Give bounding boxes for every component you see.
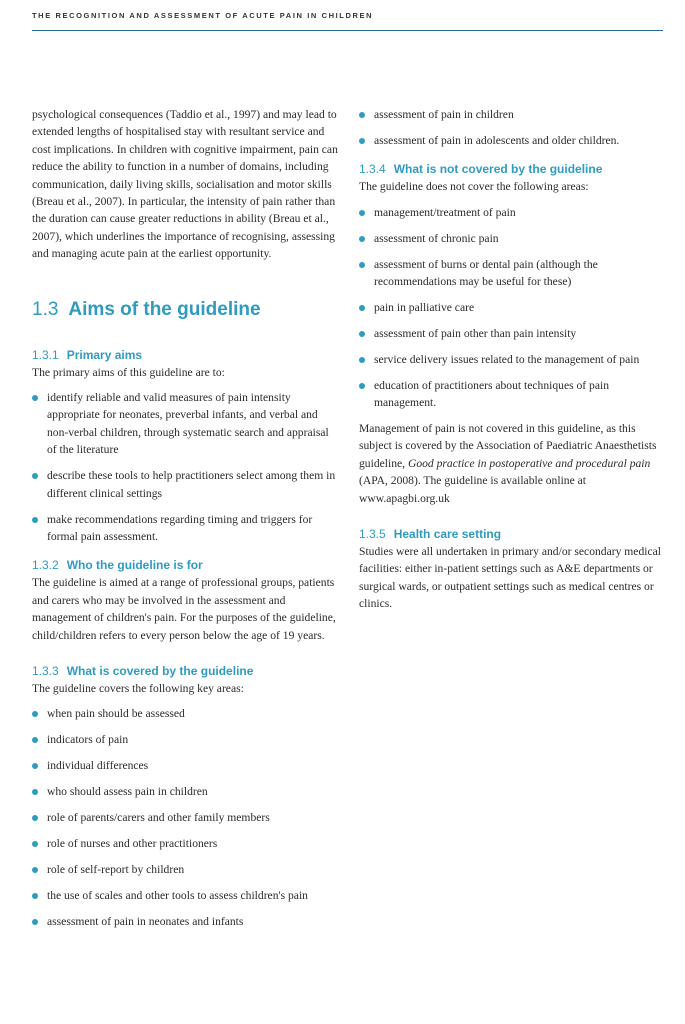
subsection-title: Primary aims: [66, 347, 143, 362]
section-heading-1-3: [32, 299, 338, 321]
bullet-icon: [359, 383, 365, 389]
coverage-note: Management of pain is not covered in this guideline, as this subject is covered by the Association of Paediatric Anaesthetists guideline, Good practice in postoperative and procedural pain (APA, 2008). The guideline is available online at www.apagbi.org.uk: [359, 421, 657, 505]
subsection-title: Who the guideline is for: [66, 558, 203, 573]
list-item: assessment of pain in adolescents and older children.: [359, 132, 665, 149]
subsection-1-3-3: [32, 664, 338, 930]
left-column: [32, 106, 338, 939]
bullet-icon: [32, 919, 38, 925]
subsection-heading: [32, 348, 338, 362]
bullet-icon: [32, 893, 38, 899]
bullet-icon: [359, 112, 365, 118]
bullet-list: [32, 389, 338, 545]
list-item: assessment of pain in children: [359, 106, 665, 123]
subsection-heading: [359, 162, 665, 176]
list-item: education of practitioners about techniques of pain management.: [359, 377, 665, 412]
subsection-number: 1.3.1: [32, 347, 59, 362]
subsection-title: What is covered by the guideline: [66, 663, 254, 678]
list-item: describe these tools to help practitioners select among them in different clinical settings: [32, 467, 338, 502]
bullet-icon: [32, 517, 38, 523]
bullet-icon: [359, 357, 365, 363]
section-title: Aims of the guideline: [68, 298, 261, 320]
lead-text: The guideline covers the following key areas:: [32, 681, 244, 695]
list-item: role of self-report by children: [32, 861, 338, 878]
bullet-icon: [359, 210, 365, 216]
subsection-1-3-1: [32, 348, 338, 546]
list-item: indicators of pain: [32, 731, 338, 748]
subsection-number: 1.3.2: [32, 558, 59, 573]
subsection-heading: [32, 664, 338, 678]
bullet-icon: [32, 473, 38, 479]
body-text: Studies were all undertaken in primary and/or secondary medical facilities: either in-patient settings such as A&E departments or surgical wards, or outpatient settings such as medical centres or clinics.: [359, 544, 661, 611]
lead-text: The guideline does not cover the following areas:: [359, 180, 589, 194]
subsection-number: 1.3.3: [32, 663, 59, 678]
list-item: role of parents/carers and other family members: [32, 809, 338, 826]
subsection-1-3-2: [32, 558, 338, 644]
bullet-list: [32, 705, 338, 930]
list-item: service delivery issues related to the management of pain: [359, 351, 665, 368]
subsection-1-3-5: [359, 527, 665, 613]
continued-bullet-list: [359, 106, 665, 149]
list-item: management/treatment of pain: [359, 204, 665, 221]
right-column: [359, 106, 665, 613]
bullet-icon: [359, 236, 365, 242]
list-item: assessment of pain in neonates and infants: [32, 913, 338, 930]
bullet-icon: [32, 841, 38, 847]
lead-text: The primary aims of this guideline are to:: [32, 365, 225, 379]
list-item: assessment of chronic pain: [359, 230, 665, 247]
list-item: when pain should be assessed: [32, 705, 338, 722]
guideline-title: Good practice in postoperative and procedural pain: [407, 456, 651, 470]
list-item: who should assess pain in children: [32, 783, 338, 800]
subsection-heading: [32, 558, 338, 572]
subsection-number: 1.3.5: [359, 526, 386, 541]
bullet-icon: [359, 305, 365, 311]
header-rule: [32, 30, 663, 31]
subsection-number: 1.3.4: [359, 162, 386, 177]
bullet-icon: [32, 815, 38, 821]
bullet-icon: [32, 763, 38, 769]
list-item: pain in palliative care: [359, 299, 665, 316]
list-item: the use of scales and other tools to assess children's pain: [32, 887, 338, 904]
bullet-icon: [32, 711, 38, 717]
bullet-icon: [32, 867, 38, 873]
bullet-list: [359, 204, 665, 412]
running-header: THE RECOGNITION AND ASSESSMENT OF ACUTE PAIN IN CHILDREN: [32, 11, 374, 20]
bullet-icon: [32, 395, 38, 401]
bullet-icon: [359, 331, 365, 337]
subsection-title: Health care setting: [393, 526, 502, 541]
body-text: The guideline is aimed at a range of professional groups, patients and carers who may be involved in the assessment and management of children's pain. For the purposes of the guideline, child/children refers to every person below the age of 19 years.: [32, 576, 336, 642]
subsection-1-3-4: [359, 162, 665, 507]
list-item: assessment of burns or dental pain (although the recommendations may be useful for these): [359, 256, 665, 291]
bullet-icon: [32, 737, 38, 743]
bullet-icon: [359, 138, 365, 144]
list-item: role of nurses and other practitioners: [32, 835, 338, 852]
bullet-icon: [359, 262, 365, 268]
intro-paragraph: psychological consequences (Taddio et al., 1997) and may lead to extended lengths of hospitalised stay with resultant service and cost implications. In children with cognitive impairment, pain can reduce the ability to function in a number of domains, including communication, daily living skills, socialisation and motor skills (Breau et al., 2007). In particular, the intensity of pain rather than the duration can cause greater reductions in ability (Breau et al., 2007), which underlines the importance of recognising, assessing and managing acute pain at the earliest opportunity.: [32, 108, 338, 261]
list-item: individual differences: [32, 757, 338, 774]
list-item: identify reliable and valid measures of pain intensity appropriate for neonates, preverbal infants, and verbal and non-verbal children, through systematic search and appraisal of the literature: [32, 389, 338, 459]
subsection-heading: [359, 527, 665, 541]
bullet-icon: [32, 789, 38, 795]
subsection-title: What is not covered by the guideline: [393, 162, 603, 177]
list-item: assessment of pain other than pain intensity: [359, 325, 665, 342]
section-number: 1.3: [32, 298, 59, 320]
list-item: make recommendations regarding timing and triggers for formal pain assessment.: [32, 511, 338, 546]
